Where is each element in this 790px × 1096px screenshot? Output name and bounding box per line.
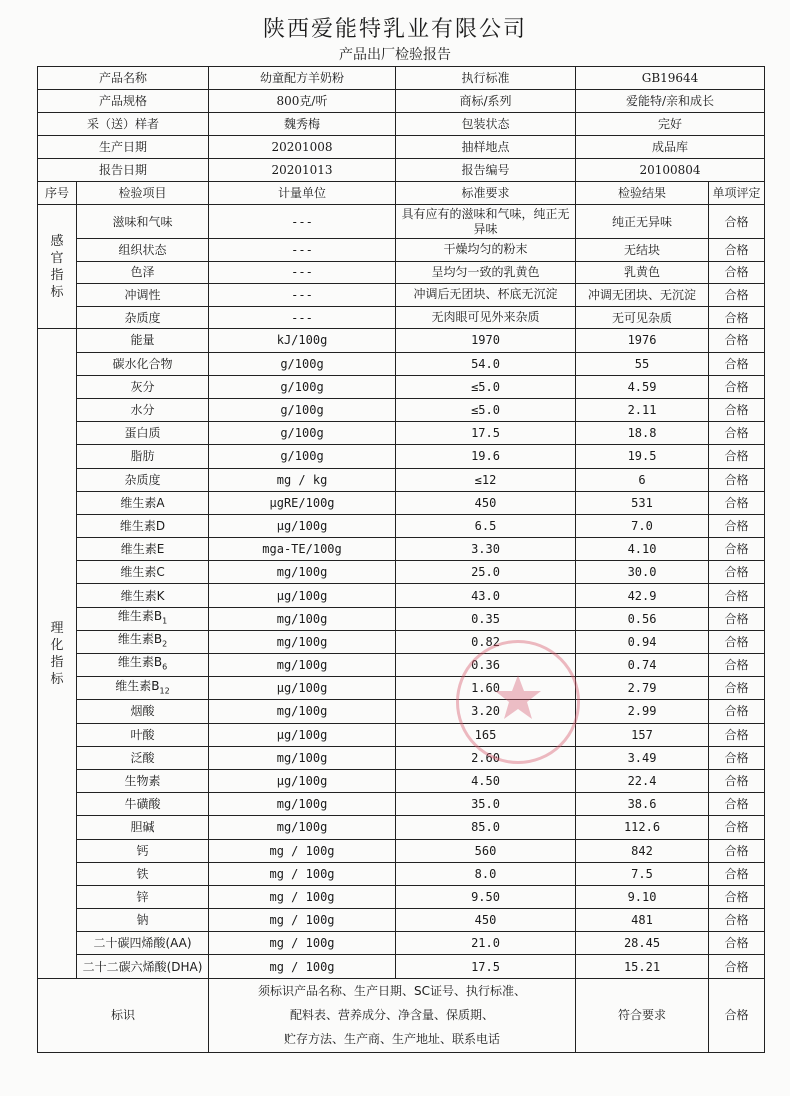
test-item: [77, 561, 209, 584]
test-item: [77, 205, 209, 239]
result: 1976: [576, 329, 709, 352]
physchem-row: [38, 468, 765, 491]
info-row: [38, 67, 765, 90]
test-item-name: 碳水化合物: [112, 356, 173, 371]
test-item: [77, 630, 209, 653]
test-item-name: 维生素A: [120, 495, 165, 510]
category-char: 官: [50, 250, 64, 266]
grade: 合格: [709, 261, 765, 284]
sensory-row: [38, 261, 765, 284]
unit: g/100g: [209, 375, 396, 398]
test-item-name: 钙: [136, 843, 149, 858]
unit: mg / 100g: [209, 932, 396, 955]
info-label: 采（送）样者: [38, 113, 209, 136]
info-label: 包装状态: [396, 113, 576, 136]
physchem-row: [38, 630, 765, 653]
test-item: [77, 885, 209, 908]
grade: 合格: [709, 677, 765, 700]
physchem-row: [38, 955, 765, 978]
grade: 合格: [709, 862, 765, 885]
grade: 合格: [709, 468, 765, 491]
grade: 合格: [709, 422, 765, 445]
info-value: 魏秀梅: [209, 113, 396, 136]
test-item-name: 钠: [136, 913, 149, 928]
result: 842: [576, 839, 709, 862]
grade: 合格: [709, 816, 765, 839]
company-name: 陕西爱能特乳业有限公司: [262, 17, 527, 42]
unit: mg/100g: [209, 746, 396, 769]
unit: ---: [209, 239, 396, 262]
grade: 合格: [709, 205, 765, 239]
test-item-name: 维生素B: [117, 632, 163, 647]
info-label: 生产日期: [38, 136, 209, 159]
grade: 合格: [709, 885, 765, 908]
info-row: [38, 113, 765, 136]
requirement: 43.0: [396, 584, 576, 607]
info-value: 800克/听: [209, 90, 396, 113]
grade: 合格: [709, 769, 765, 792]
test-item: [77, 677, 209, 700]
inspection-table: [37, 66, 765, 1053]
physchem-row: [38, 491, 765, 514]
info-row: [38, 159, 765, 182]
unit: mg/100g: [209, 630, 396, 653]
category-char: 标: [50, 284, 64, 300]
unit-header: 计量单位: [209, 182, 396, 205]
requirement: 1970: [396, 329, 576, 352]
test-item-name: 叶酸: [130, 727, 155, 742]
test-item-name: 锌: [136, 889, 149, 904]
requirement: 1.60: [396, 677, 576, 700]
info-label: 报告编号: [396, 159, 576, 182]
physchem-category: [38, 329, 77, 978]
result: 纯正无异味: [576, 205, 709, 239]
unit: mg / 100g: [209, 909, 396, 932]
subscript: 1: [162, 616, 168, 626]
test-item: [77, 239, 209, 262]
test-item-name: 牛磺酸: [124, 797, 161, 812]
result: 4.59: [576, 375, 709, 398]
info-label: 商标/系列: [396, 90, 576, 113]
result: 7.0: [576, 514, 709, 537]
requirement: 35.0: [396, 793, 576, 816]
result-header: 检验结果: [576, 182, 709, 205]
unit: g/100g: [209, 422, 396, 445]
info-value: 成品库: [576, 136, 765, 159]
grade: 合格: [709, 839, 765, 862]
physchem-row: [38, 584, 765, 607]
physchem-row: [38, 677, 765, 700]
grade: 合格: [709, 654, 765, 677]
test-item-name: 色泽: [130, 265, 155, 280]
test-item-name: 维生素K: [120, 588, 165, 603]
test-item-name: 维生素B: [115, 678, 160, 693]
requirement: 3.20: [396, 700, 576, 723]
test-item: [77, 909, 209, 932]
requirement: 无肉眼可见外来杂质: [396, 306, 576, 329]
test-item-name: 脂肪: [130, 449, 155, 464]
requirement: 450: [396, 909, 576, 932]
physchem-row: [38, 909, 765, 932]
test-item-name: 泛酸: [130, 750, 155, 765]
grade: 合格: [709, 793, 765, 816]
physchem-row: [38, 816, 765, 839]
info-row: [38, 90, 765, 113]
item-header: 检验项目: [77, 182, 209, 205]
requirement: 560: [396, 839, 576, 862]
category-char: 指: [50, 267, 64, 283]
test-item-name: 水分: [130, 403, 155, 418]
sensory-row: [38, 306, 765, 329]
info-value: 20100804: [576, 159, 765, 182]
info-label: 抽样地点: [396, 136, 576, 159]
grade: 合格: [709, 445, 765, 468]
physchem-row: [38, 862, 765, 885]
unit: μg/100g: [209, 677, 396, 700]
physchem-row: [38, 445, 765, 468]
unit: μgRE/100g: [209, 491, 396, 514]
info-value: 20201013: [209, 159, 396, 182]
company-seal: [456, 640, 580, 764]
result: 0.94: [576, 630, 709, 653]
test-item-name: 维生素D: [119, 518, 166, 533]
result: 28.45: [576, 932, 709, 955]
physchem-row: [38, 932, 765, 955]
sensory-row: [38, 239, 765, 262]
physchem-row: [38, 885, 765, 908]
test-item: [77, 793, 209, 816]
requirement: 54.0: [396, 352, 576, 375]
requirement-line: 须标识产品名称、生产日期、SC证号、执行标准、: [258, 984, 527, 999]
unit: kJ/100g: [209, 329, 396, 352]
grade: 合格: [709, 909, 765, 932]
requirement: 2.60: [396, 746, 576, 769]
labeling-requirement: [209, 978, 576, 1052]
unit: mg / kg: [209, 468, 396, 491]
test-item: [77, 955, 209, 978]
test-item: [77, 700, 209, 723]
test-item: [77, 284, 209, 307]
grade: 合格: [709, 352, 765, 375]
unit: mg/100g: [209, 816, 396, 839]
physchem-row: [38, 746, 765, 769]
requirement: 19.6: [396, 445, 576, 468]
test-item: [77, 398, 209, 421]
requirement-line: 配料表、营养成分、净含量、保质期、: [290, 1008, 495, 1023]
test-item: [77, 468, 209, 491]
physchem-row: [38, 654, 765, 677]
result: 38.6: [576, 793, 709, 816]
test-item-name: 滋味和气味: [112, 214, 173, 229]
grade: 合格: [709, 700, 765, 723]
result: 42.9: [576, 584, 709, 607]
requirement: 21.0: [396, 932, 576, 955]
requirement: 165: [396, 723, 576, 746]
test-item-name: 维生素B: [117, 609, 163, 624]
test-item-name: 维生素C: [120, 565, 165, 580]
test-item: [77, 514, 209, 537]
test-item-name: 冲调性: [124, 287, 161, 302]
test-item-name: 杂质度: [124, 472, 161, 487]
test-item-name: 蛋白质: [124, 426, 161, 441]
sensory-row: [38, 284, 765, 307]
result: 无可见杂质: [576, 306, 709, 329]
unit: mg/100g: [209, 700, 396, 723]
test-item-name: 二十二碳六烯酸(DHA): [82, 959, 203, 974]
result: 9.10: [576, 885, 709, 908]
physchem-row: [38, 839, 765, 862]
result: 0.74: [576, 654, 709, 677]
requirement: 0.82: [396, 630, 576, 653]
result: 0.56: [576, 607, 709, 630]
test-item-name: 生物素: [124, 774, 161, 789]
unit: g/100g: [209, 445, 396, 468]
result: 157: [576, 723, 709, 746]
result: 30.0: [576, 561, 709, 584]
grade: 合格: [709, 746, 765, 769]
result: 22.4: [576, 769, 709, 792]
unit: mg/100g: [209, 607, 396, 630]
unit: mg/100g: [209, 561, 396, 584]
unit: mg/100g: [209, 793, 396, 816]
requirement: ≤5.0: [396, 375, 576, 398]
test-item-name: 维生素E: [120, 542, 165, 557]
test-item-name: 维生素B: [117, 655, 163, 670]
test-item: [77, 839, 209, 862]
test-item: [77, 862, 209, 885]
physchem-row: [38, 723, 765, 746]
result: 冲调无团块、无沉淀: [576, 284, 709, 307]
sensory-row: [38, 205, 765, 239]
seq-header: 序号: [38, 182, 77, 205]
requirement: 具有应有的滋味和气味，纯正无异味: [396, 205, 576, 239]
grade: 合格: [709, 955, 765, 978]
requirement-header: 标准要求: [396, 182, 576, 205]
test-item: [77, 329, 209, 352]
physchem-row: [38, 769, 765, 792]
unit: mg / 100g: [209, 839, 396, 862]
result: 18.8: [576, 422, 709, 445]
grade: 合格: [709, 514, 765, 537]
requirement-line: 贮存方法、生产商、生产地址、联系电话: [284, 1032, 501, 1047]
info-label: 报告日期: [38, 159, 209, 182]
labeling-row: [38, 978, 765, 1052]
requirement: 17.5: [396, 422, 576, 445]
test-item-name: 能量: [130, 333, 155, 348]
test-item: [77, 306, 209, 329]
info-value: 完好: [576, 113, 765, 136]
unit: μg/100g: [209, 584, 396, 607]
requirement: 干燥均匀的粉末: [396, 239, 576, 262]
unit: mg/100g: [209, 654, 396, 677]
grade: 合格: [709, 561, 765, 584]
test-item: [77, 746, 209, 769]
info-value: 幼童配方羊奶粉: [209, 67, 396, 90]
result: 112.6: [576, 816, 709, 839]
category-char: 标: [50, 671, 64, 687]
grade: 合格: [709, 284, 765, 307]
grade: 合格: [709, 375, 765, 398]
labeling-item: 标识: [38, 978, 209, 1052]
requirement: 8.0: [396, 862, 576, 885]
result: 4.10: [576, 538, 709, 561]
result: 3.49: [576, 746, 709, 769]
result: 2.99: [576, 700, 709, 723]
requirement: 25.0: [396, 561, 576, 584]
report-title: 产品出厂检验报告: [339, 47, 451, 63]
physchem-row: [38, 375, 765, 398]
test-item: [77, 491, 209, 514]
star-icon: [493, 673, 543, 723]
test-item-name: 铁: [136, 866, 149, 881]
test-item-name: 杂质度: [124, 310, 161, 325]
physchem-row: [38, 514, 765, 537]
grade: 合格: [709, 329, 765, 352]
test-item-name: 二十碳四烯酸(AA): [93, 936, 192, 951]
requirement: ≤12: [396, 468, 576, 491]
requirement: 9.50: [396, 885, 576, 908]
test-item: [77, 261, 209, 284]
requirement: 85.0: [396, 816, 576, 839]
labeling-grade: 合格: [709, 978, 765, 1052]
info-label: 执行标准: [396, 67, 576, 90]
grade: 合格: [709, 584, 765, 607]
grade: 合格: [709, 239, 765, 262]
test-item-name: 烟酸: [130, 704, 155, 719]
requirement: 0.35: [396, 607, 576, 630]
info-label: 产品规格: [38, 90, 209, 113]
info-row: [38, 136, 765, 159]
info-value: 20201008: [209, 136, 396, 159]
requirement: 17.5: [396, 955, 576, 978]
subscript: 6: [162, 662, 168, 672]
physchem-row: [38, 538, 765, 561]
result: 2.79: [576, 677, 709, 700]
requirement: ≤5.0: [396, 398, 576, 421]
unit: mg / 100g: [209, 885, 396, 908]
physchem-row: [38, 561, 765, 584]
test-item: [77, 352, 209, 375]
grade: 合格: [709, 538, 765, 561]
requirement: 冲调后无团块、杯底无沉淀: [396, 284, 576, 307]
result: 15.21: [576, 955, 709, 978]
unit: g/100g: [209, 398, 396, 421]
test-item: [77, 445, 209, 468]
unit: μg/100g: [209, 769, 396, 792]
result: 2.11: [576, 398, 709, 421]
requirement: 450: [396, 491, 576, 514]
grade: 合格: [709, 723, 765, 746]
info-label: 产品名称: [38, 67, 209, 90]
result: 6: [576, 468, 709, 491]
test-item-name: 组织状态: [118, 242, 167, 257]
unit: mga-TE/100g: [209, 538, 396, 561]
result: 531: [576, 491, 709, 514]
grade: 合格: [709, 306, 765, 329]
unit: mg / 100g: [209, 955, 396, 978]
column-header-row: [38, 182, 765, 205]
test-item: [77, 816, 209, 839]
physchem-row: [38, 422, 765, 445]
test-item-name: 胆碱: [130, 820, 155, 835]
grade: 合格: [709, 630, 765, 653]
physchem-row: [38, 793, 765, 816]
subscript: 2: [162, 639, 168, 649]
info-value: 爱能特/亲和成长: [576, 90, 765, 113]
physchem-row: [38, 607, 765, 630]
sensory-category: [38, 205, 77, 329]
grade: 合格: [709, 932, 765, 955]
test-item: [77, 375, 209, 398]
physchem-row: [38, 398, 765, 421]
test-item: [77, 584, 209, 607]
requirement: 3.30: [396, 538, 576, 561]
labeling-result: 符合要求: [576, 978, 709, 1052]
info-value: GB19644: [576, 67, 765, 90]
result: 乳黄色: [576, 261, 709, 284]
grade: 合格: [709, 398, 765, 421]
grade-header: 单项评定: [709, 182, 765, 205]
result: 55: [576, 352, 709, 375]
requirement: 呈均匀一致的乳黄色: [396, 261, 576, 284]
requirement: 4.50: [396, 769, 576, 792]
unit: ---: [209, 205, 396, 239]
physchem-row: [38, 700, 765, 723]
result: 481: [576, 909, 709, 932]
physchem-row: [38, 329, 765, 352]
category-char: 理: [50, 620, 64, 636]
test-item: [77, 538, 209, 561]
unit: ---: [209, 261, 396, 284]
category-char: 化: [50, 637, 64, 653]
grade: 合格: [709, 491, 765, 514]
test-item-name: 灰分: [130, 379, 155, 394]
test-item: [77, 723, 209, 746]
unit: ---: [209, 306, 396, 329]
test-item: [77, 769, 209, 792]
test-item: [77, 932, 209, 955]
category-char: 感: [50, 233, 64, 249]
test-item: [77, 422, 209, 445]
unit: mg / 100g: [209, 862, 396, 885]
subscript: 12: [159, 685, 170, 695]
unit: μg/100g: [209, 514, 396, 537]
unit: ---: [209, 284, 396, 307]
grade: 合格: [709, 607, 765, 630]
test-item: [77, 607, 209, 630]
requirement: 0.36: [396, 654, 576, 677]
result: 7.5: [576, 862, 709, 885]
result: 19.5: [576, 445, 709, 468]
result: 无结块: [576, 239, 709, 262]
unit: μg/100g: [209, 723, 396, 746]
test-item: [77, 654, 209, 677]
physchem-row: [38, 352, 765, 375]
requirement: 6.5: [396, 514, 576, 537]
unit: g/100g: [209, 352, 396, 375]
category-char: 指: [50, 654, 64, 670]
